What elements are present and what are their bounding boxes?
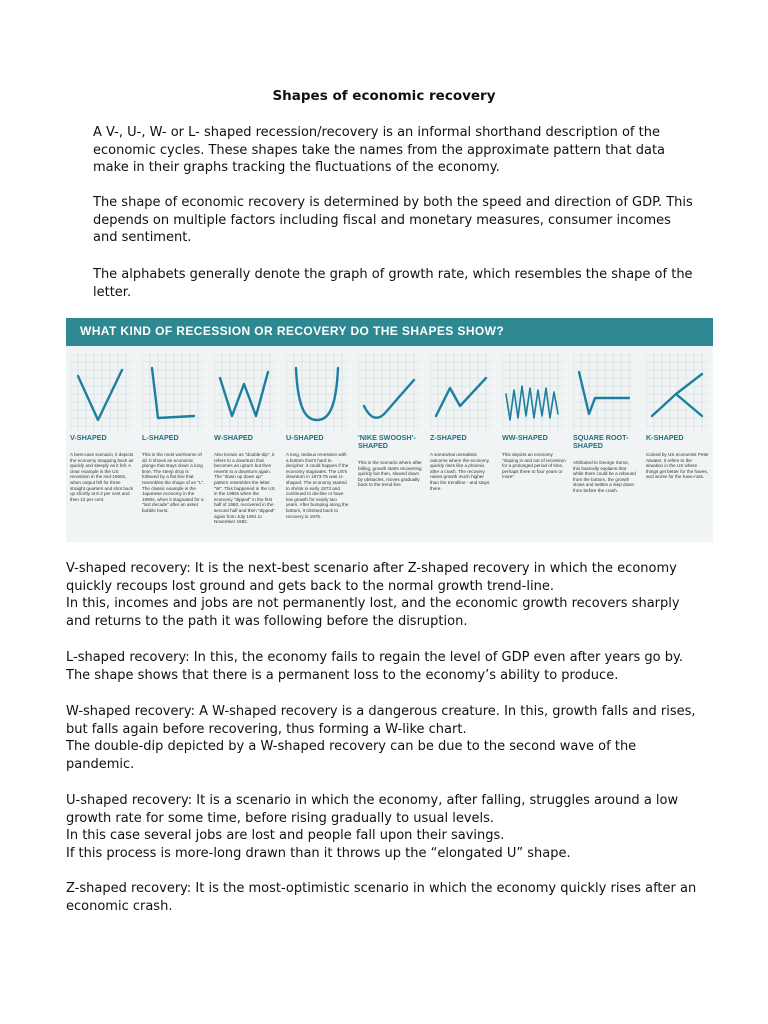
l-shaped-section xyxy=(66,649,706,684)
intro-paragraph-3: The alphabets generally denote the graph of growth rate, which resembles the shape of the letter. xyxy=(93,267,693,300)
shape-description: Also known as "double-dip", it refers to a downturn that becomes an upturn but then reverts to a downturn again. The "down up down up" pattern resembles the letter "W". This happened in the US in the 1980s when the economy "dipped" in the first half of 1980, recovered in the second half and then "dipped" again from July 1981 to November 1982. xyxy=(214,452,275,525)
shape-label: L-SHAPED xyxy=(142,433,179,442)
shape-label: SQUARE ROOT-SHAPED xyxy=(573,433,629,450)
shape-label: U-SHAPED xyxy=(286,433,324,442)
u-shaped-section xyxy=(66,792,706,862)
shape-column xyxy=(571,348,639,542)
shape-column xyxy=(644,348,712,542)
swoosh-shape-icon xyxy=(358,354,420,430)
shape-label: WW-SHAPED xyxy=(502,433,548,442)
shape-label: V-SHAPED xyxy=(70,433,107,442)
w-shaped-section xyxy=(66,703,706,773)
shape-column xyxy=(500,348,568,542)
k-shape-icon xyxy=(646,354,708,430)
shape-column xyxy=(68,348,136,542)
w-shape-icon xyxy=(214,354,276,430)
l-shaped-line-1: L-shaped recovery: In this, the economy fails to regain the level of GDP even after years go by. The shape shows that there is a permanent loss to the economy’s ability to produce. xyxy=(66,650,683,683)
shape-label: 'NIKE SWOOSH'-SHAPED xyxy=(358,433,416,450)
v-shape-icon xyxy=(70,354,132,430)
shape-description: A best-case scenario, it depicts the economy snapping back as quickly and steeply as it fell. A clear example is the US recession in the mid-1950s, when output fell for three straight quarters and shot back up shortly at 8.3 per cent and then 12 per cent. xyxy=(70,452,134,502)
recession-shapes-infographic xyxy=(66,318,713,542)
v-shaped-section xyxy=(66,560,706,630)
shape-description: A long, tedious recession with a bottom that's hard to decipher, it could happen if the economy stagnates. The US's downturn in 1973-75 was U-shaped. The economy started to shrink in early 1973 and continued to decline or have low growth for nearly two years. After bumping along the bottom, it climbed back to recovery in 1975. xyxy=(286,452,349,519)
z-shaped-line-1: Z-shaped recovery: It is the most-optimistic scenario in which the economy quickly rises after an economic crash. xyxy=(66,881,697,914)
z-shaped-section xyxy=(66,880,706,915)
v-shaped-line-1: V-shaped recovery: It is the next-best scenario after Z-shaped recovery in which the economy quickly recoups lost ground and gets back to the normal growth trend-line. xyxy=(66,561,677,594)
u-shaped-line-2: In this case several jobs are lost and people fall upon their savings. xyxy=(66,828,505,844)
infographic-banner xyxy=(66,318,713,346)
shape-column xyxy=(212,348,280,542)
page-title: Shapes of economic recovery xyxy=(272,88,496,104)
square-root-shape-icon xyxy=(573,354,635,430)
shape-column xyxy=(284,348,352,542)
shape-column xyxy=(140,348,208,542)
shape-column xyxy=(428,348,496,542)
l-shape-icon xyxy=(142,354,204,430)
z-shape-icon xyxy=(430,354,492,430)
shape-description: This depicts an economy "sloping in and out of recession for a prolonged period of time, perhaps three to four years or more". xyxy=(502,452,566,480)
v-shaped-line-2: In this, incomes and jobs are not permanently lost, and the economic growth recovers sharply and returns to the path it was following before the disruption. xyxy=(66,596,680,629)
infographic-banner-text: WHAT KIND OF RECESSION OR RECOVERY DO THE SHAPES SHOW? xyxy=(80,324,505,338)
w-shaped-line-1: W-shaped recovery: A W-shaped recovery is a dangerous creature. In this, growth falls and rises, but falls again before recovering, thus forming a W-like chart. xyxy=(66,704,696,737)
shape-label: W-SHAPED xyxy=(214,433,253,442)
u-shaped-line-3: If this process is more-long drawn than it throws up the “elongated U” shape. xyxy=(66,845,571,861)
w-shaped-line-2: The double-dip depicted by a W-shaped recovery can be due to the second wave of the pandemic. xyxy=(66,739,637,772)
shape-description: A somewhat unrealistic outcome where the economy quickly rises like a phoenix after a crash. The recovery raises growth much higher than the trendline - and stays there. xyxy=(430,452,490,491)
shape-label: Z-SHAPED xyxy=(430,433,467,442)
shape-description: Coined by US economist Peter Atwater, it refers to the situation in the US where things get better for the haves, and worse for the have-nots. xyxy=(646,452,709,480)
shape-column xyxy=(356,348,424,542)
u-shaped-line-1: U-shaped recovery: It is a scenario in which the economy, after falling, struggles around a low growth rate for some time, before rising gradually to usual levels. xyxy=(66,793,679,826)
intro-paragraph-2: The shape of economic recovery is determined by both the speed and direction of GDP. This depends on multiple factors including fiscal and monetary measures, consumer incomes and sentiment. xyxy=(93,195,693,246)
shape-description: This is the scenario where after falling, growth starts recovering quickly but then, slowed down by obstacles, moves gradually back to the trend line. xyxy=(358,460,422,488)
u-shape-icon xyxy=(286,354,348,430)
intro-paragraph-1: A V-, U-, W- or L- shaped recession/recovery is an informal shorthand description of the economic cycles. These shapes take the names from the approximate pattern that data make in their graphs tracking the fluctuations of the economy. xyxy=(93,125,666,176)
shape-description: This is the most worrisome of all. It shows an economic plunge that stays down a long time. The steep drop is followed by a flat line that resembles the shape of an "L". The classic example is the Japanese economy in the 1990s, when it stagnated for a "lost decade" after an asset bubble burst. xyxy=(142,452,205,513)
shape-description: Attributed to George Soros, this basically explains that while there could be a rebound from the bottom, the growth slows and settles a step down from before the crash. xyxy=(573,460,636,493)
shape-label: K-SHAPED xyxy=(646,433,684,442)
ww-shape-icon xyxy=(502,354,564,430)
